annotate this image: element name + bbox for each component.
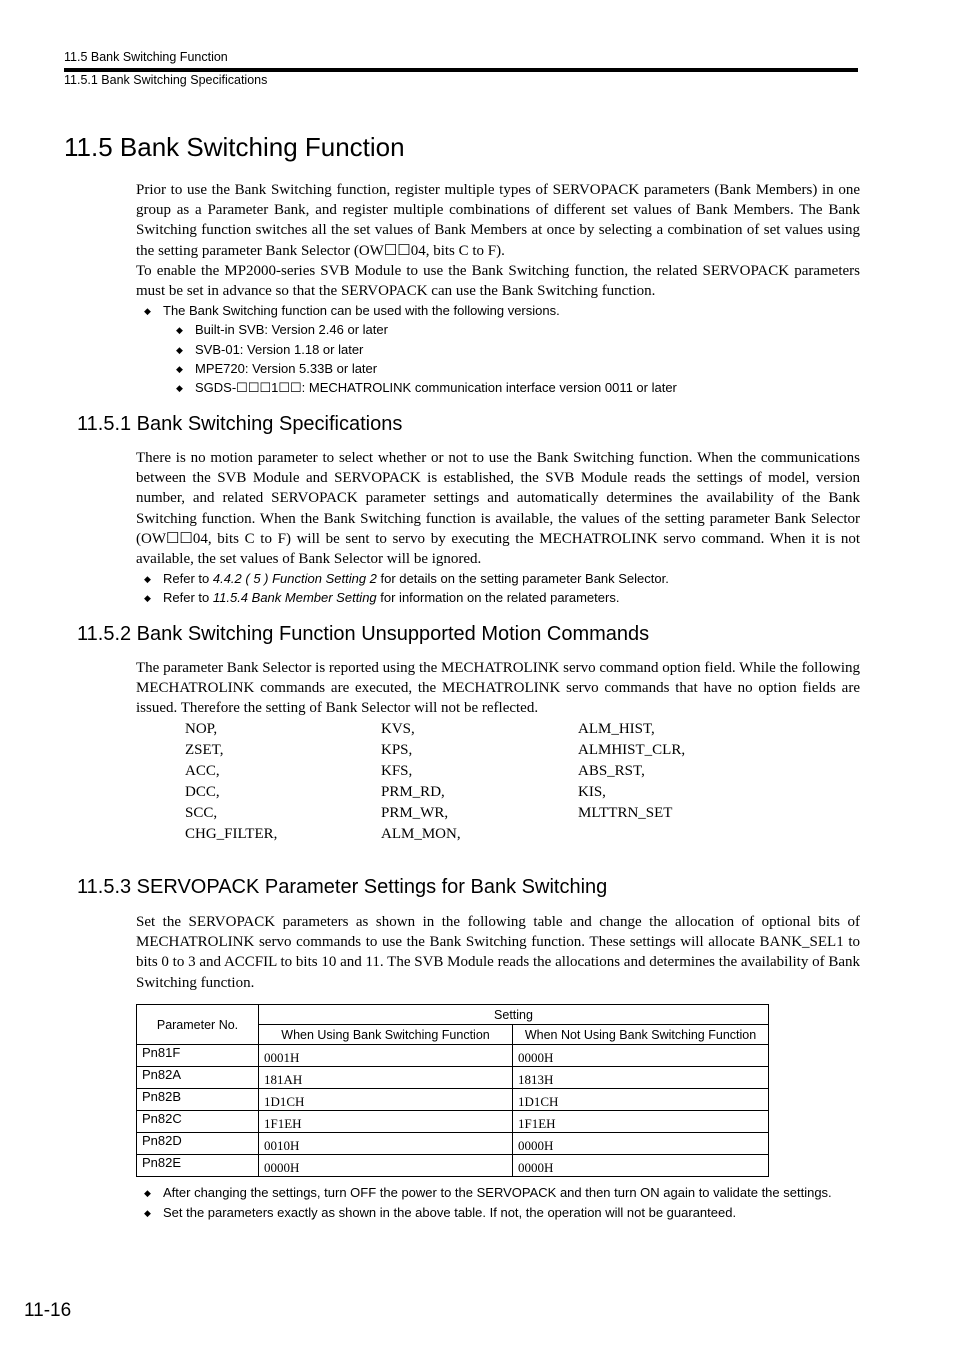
table-row (137, 1089, 769, 1111)
table-row (137, 1067, 769, 1089)
diamond-bullet-icon: ◆ (144, 1208, 151, 1218)
param-no-cell: Pn82B (137, 1089, 259, 1111)
command-item: NOP, (185, 721, 218, 737)
command-item: CHG_FILTER, (185, 826, 278, 842)
table-header-parameter-no: Parameter No. (137, 1005, 259, 1045)
ref-suffix: for information on the related parameters. (376, 590, 620, 605)
table-header-using: When Using Bank Switching Function (259, 1025, 513, 1045)
diamond-bullet-icon: ◆ (176, 364, 183, 374)
param-no-cell: Pn82A (137, 1067, 259, 1089)
command-item: ALMHIST_CLR, (578, 742, 686, 758)
diamond-bullet-icon: ◆ (176, 345, 183, 355)
table-row (137, 1045, 769, 1067)
command-item: KPS, (381, 742, 413, 758)
ref-prefix: Refer to (163, 571, 213, 586)
command-item: ALM_HIST, (578, 721, 655, 737)
s2-paragraph: The parameter Bank Selector is reported using the MECHATROLINK servo command option field. While the following MECHATROLINK commands are executed, the MECHATROLINK servo commands that have no option fields are issued. Therefore the setting of Bank Selector will not be reflected. (136, 660, 860, 717)
table-header-not-using: When Not Using Bank Switching Function (513, 1025, 769, 1045)
version-item (176, 322, 388, 338)
version-item (176, 361, 378, 377)
diamond-bullet-icon: ◆ (144, 1188, 151, 1198)
command-item: KVS, (381, 721, 415, 737)
diamond-bullet-icon: ◆ (144, 593, 151, 603)
ref-link-bank-member-setting: 11.5.4 Bank Member Setting (212, 590, 377, 605)
version-text: MPE720: Version 5.33B or later (195, 361, 378, 376)
ref-link-function-setting-2: 4.4.2 ( 5 ) Function Setting 2 (212, 571, 377, 586)
version-text: SVB-01: Version 1.18 or later (195, 342, 364, 357)
s1-reference-1 (144, 571, 669, 587)
command-item: ALM_MON, (381, 826, 461, 842)
note-1 (144, 1185, 832, 1201)
using-value-cell: 0010H (259, 1133, 513, 1155)
version-text: Built-in SVB: Version 2.46 or later (195, 322, 388, 337)
page-number: 11-16 (24, 1300, 72, 1321)
using-value-cell: 0001H (259, 1045, 513, 1067)
table-header-setting: Setting (259, 1005, 769, 1025)
param-no-cell: Pn82E (137, 1155, 259, 1177)
section-heading-11-5-2: 11.5.2 Bank Switching Function Unsupported Motion Commands (77, 623, 650, 645)
not-using-value-cell: 1813H (513, 1067, 769, 1089)
not-using-value-cell: 1D1CH (513, 1089, 769, 1111)
not-using-value-cell: 1F1EH (513, 1111, 769, 1133)
header-section: 11.5 Bank Switching Function (64, 50, 228, 64)
command-item: PRM_RD, (381, 784, 445, 800)
s1-paragraph: There is no motion parameter to select whether or not to use the Bank Switching function. When the communications between the SVB Module and SERVOPACK is established, the SVB Module reads the settings of model, version number, and related SERVOPACK parameter settings and automatically determines the availability of the Bank Switching function. When the Bank Switching function is available, the values of the setting parameter Bank Selector (OW☐☐04, bits C to F) will be sent to servo by executing the MECHATROLINK servo command. When it is not available, the set values of Bank Selector will be ignored. (136, 450, 860, 568)
using-value-cell: 0000H (259, 1155, 513, 1177)
version-item (176, 342, 364, 358)
intro-bullet-text: The Bank Switching function can be used with the following versions. (163, 303, 560, 318)
not-using-value-cell: 0000H (513, 1045, 769, 1067)
page-title: 11.5 Bank Switching Function (64, 132, 405, 162)
param-no-cell: Pn82C (137, 1111, 259, 1133)
not-using-value-cell: 0000H (513, 1133, 769, 1155)
header-rule (64, 68, 858, 72)
diamond-bullet-icon: ◆ (144, 306, 151, 316)
note-2 (144, 1205, 737, 1221)
intro-paragraph-2: To enable the MP2000-series SVB Module to use the Bank Switching function, the related SERVOPACK parameters must be set in advance so that the SERVOPACK can use the Bank Switching function. (136, 263, 860, 300)
command-item: KFS, (381, 763, 413, 779)
command-item: MLTTRN_SET (578, 805, 673, 821)
s1-reference-2 (144, 590, 620, 606)
command-item: PRM_WR, (381, 805, 449, 821)
command-item: ACC, (185, 763, 220, 779)
param-no-cell: Pn82D (137, 1133, 259, 1155)
note-text: Set the parameters exactly as shown in the above table. If not, the operation will not be guaranteed. (163, 1205, 737, 1220)
not-using-value-cell: 0000H (513, 1155, 769, 1177)
command-item: SCC, (185, 805, 218, 821)
using-value-cell: 1F1EH (259, 1111, 513, 1133)
table-row (137, 1133, 769, 1155)
note-text: After changing the settings, turn OFF the power to the SERVOPACK and then turn ON again to validate the settings. (163, 1185, 832, 1200)
command-item: ZSET, (185, 742, 224, 758)
table-row (137, 1111, 769, 1133)
diamond-bullet-icon: ◆ (176, 325, 183, 335)
version-text: SGDS-☐☐☐1☐☐: MECHATROLINK communication interface version 0011 or later (195, 380, 677, 395)
diamond-bullet-icon: ◆ (176, 383, 183, 393)
command-item: KIS, (578, 784, 606, 800)
command-item: ABS_RST, (578, 763, 645, 779)
table-row (137, 1155, 769, 1177)
section-heading-11-5-1: 11.5.1 Bank Switching Specifications (77, 413, 403, 435)
using-value-cell: 181AH (259, 1067, 513, 1089)
ref-prefix: Refer to (163, 590, 213, 605)
header-subsection: 11.5.1 Bank Switching Specifications (64, 73, 268, 87)
ref-suffix: for details on the setting parameter Bank Selector. (376, 571, 669, 586)
parameter-settings-table (136, 1004, 769, 1177)
param-no-cell: Pn81F (137, 1045, 259, 1067)
version-item (176, 380, 677, 396)
using-value-cell: 1D1CH (259, 1089, 513, 1111)
intro-paragraph-1: Prior to use the Bank Switching function, register multiple types of SERVOPACK parameters (Bank Members) in one group as a Parameter Bank, and register multiple combinations of different set values of Bank Members. The Bank Switching function switches all the set values of Bank Members at once by selecting a combination of set values using the setting parameter Bank Selector (OW☐☐04, bits C to F). (136, 182, 860, 259)
intro-bullet (144, 303, 560, 319)
s3-paragraph: Set the SERVOPACK parameters as shown in the following table and change the allocation of optional bits of MECHATROLINK servo commands to use the Bank Switching function. These settings will allocate BANK_SEL1 to bits 0 to 3 and ACCFIL to bits 10 and 11. The SVB Module reads the allocations and determines the availability of Bank Switching function. (136, 914, 860, 991)
diamond-bullet-icon: ◆ (144, 574, 151, 584)
section-heading-11-5-3: 11.5.3 SERVOPACK Parameter Settings for Bank Switching (77, 876, 608, 898)
command-item: DCC, (185, 784, 220, 800)
